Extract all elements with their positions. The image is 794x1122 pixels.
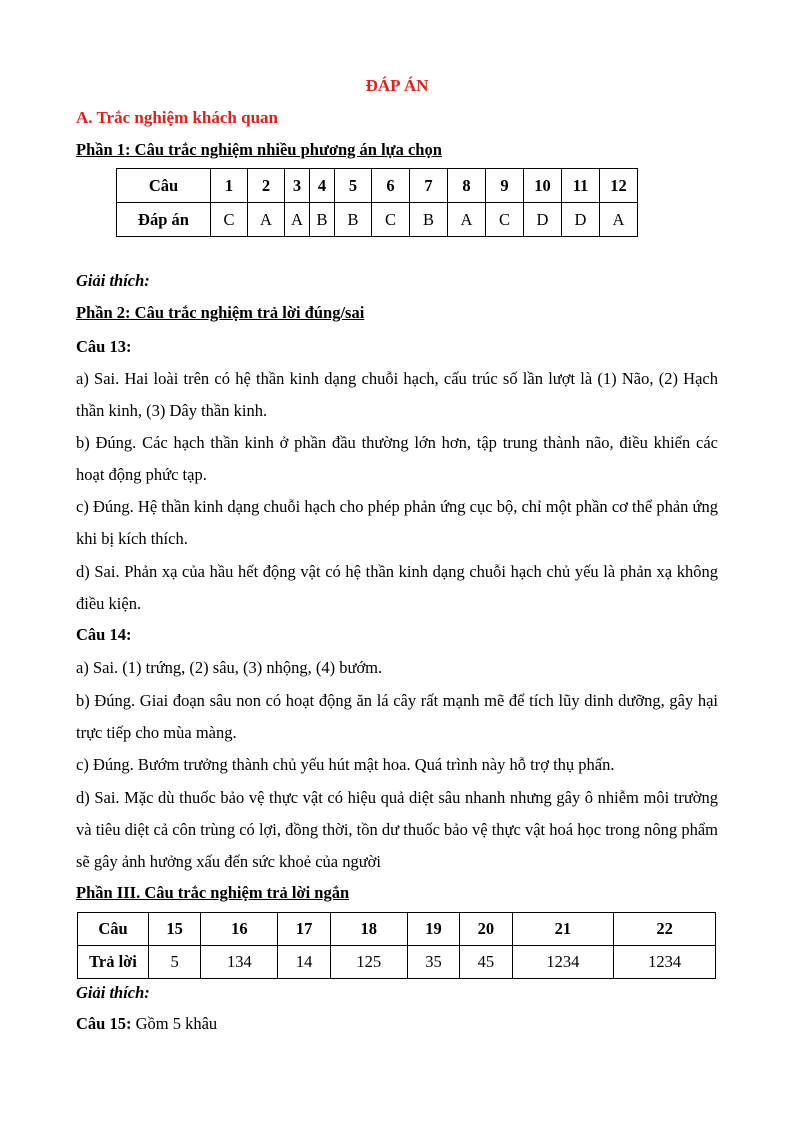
section-a-heading: A. Trắc nghiệm khách quan [76, 108, 278, 127]
answer-cell: 45 [460, 946, 512, 979]
question-number: 20 [460, 913, 512, 946]
answer-cell: B [410, 203, 448, 237]
question-number: 12 [600, 169, 638, 203]
answer-cell: 1234 [614, 946, 716, 979]
question-number: 3 [285, 169, 310, 203]
q14-statement-d: d) Sai. Mặc dù thuốc bảo vệ thực vật có hiệu quả diệt sâu nhanh nhưng gây ô nhiễm môi trường và tiêu diệt cả côn trùng có lợi, đồng thời, tồn dư thuốc bảo vệ thực vật hoá học trong nông phẩm sẽ gây ảnh hưởng xấu đến sức khoẻ của người [76, 788, 718, 871]
question-13-label: Câu 13: [76, 337, 132, 356]
question-number: 7 [410, 169, 448, 203]
question-15-label: Câu 15: [76, 1014, 132, 1033]
page-title: ĐÁP ÁN [365, 76, 429, 95]
q13-statement-a: a) Sai. Hai loài trên có hệ thần kinh dạng chuỗi hạch, cấu trúc số lần lượt là (1) Não, (2) Hạch thần kinh, (3) Dây thần kinh. [76, 369, 718, 420]
question-15 [76, 1014, 217, 1034]
part3-answer-table [77, 912, 716, 979]
answer-cell: 134 [201, 946, 278, 979]
question-number: 21 [512, 913, 614, 946]
answer-cell: 1234 [512, 946, 614, 979]
question-number: 4 [310, 169, 335, 203]
question-number: 9 [486, 169, 524, 203]
answer-cell: 35 [407, 946, 459, 979]
q14-statement-c: c) Đúng. Bướm trưởng thành chủ yếu hút mật hoa. Quá trình này hỗ trợ thụ phấn. [76, 755, 615, 774]
answer-cell: 5 [149, 946, 201, 979]
table-row [117, 169, 638, 203]
table-header-cell: Câu [117, 169, 211, 203]
question-number: 15 [149, 913, 201, 946]
q14-statement-a: a) Sai. (1) trứng, (2) sâu, (3) nhộng, (4) bướm. [76, 658, 383, 677]
q13-statement-c: c) Đúng. Hệ thần kinh dạng chuỗi hạch cho phép phản ứng cục bộ, chỉ một phần cơ thể phản ứng khi bị kích thích. [76, 497, 718, 548]
explanation-label: Giải thích: [76, 271, 150, 290]
question-number: 16 [201, 913, 278, 946]
table-header-cell: Câu [78, 913, 149, 946]
question-number: 1 [211, 169, 248, 203]
answer-cell: C [211, 203, 248, 237]
explanation-label: Giải thích: [76, 983, 150, 1002]
question-14-label: Câu 14: [76, 625, 132, 644]
answer-cell: A [448, 203, 486, 237]
answer-cell: A [600, 203, 638, 237]
table-header-cell: Trả lời [78, 946, 149, 979]
question-number: 11 [562, 169, 600, 203]
part1-heading: Phần 1: Câu trắc nghiệm nhiều phương án lựa chọn [76, 140, 442, 159]
table-row [117, 203, 638, 237]
answer-cell: C [372, 203, 410, 237]
question-number: 19 [407, 913, 459, 946]
answer-cell: D [524, 203, 562, 237]
table-row [78, 913, 716, 946]
answer-cell: 125 [330, 946, 407, 979]
part3-heading: Phần III. Câu trắc nghiệm trả lời ngắn [76, 883, 350, 902]
answer-cell: A [285, 203, 310, 237]
answer-cell: C [486, 203, 524, 237]
question-15-text: Gồm 5 khâu [131, 1014, 218, 1033]
answer-cell: A [248, 203, 285, 237]
part1-answer-table [116, 168, 638, 237]
question-number: 5 [335, 169, 372, 203]
part2-heading: Phần 2: Câu trắc nghiệm trả lời đúng/sai [76, 303, 365, 322]
answer-cell: B [335, 203, 372, 237]
q13-statement-d: d) Sai. Phản xạ của hầu hết động vật có hệ thần kinh dạng chuỗi hạch chủ yếu là phản xạ không điều kiện. [76, 562, 718, 613]
q13-statement-b: b) Đúng. Các hạch thần kinh ở phần đầu thường lớn hơn, tập trung thành não, điều khiển các hoạt động phức tạp. [76, 433, 718, 484]
q14-statement-b: b) Đúng. Giai đoạn sâu non có hoạt động ăn lá cây rất mạnh mẽ để tích lũy dinh dưỡng, gây hại trực tiếp cho mùa màng. [76, 691, 718, 742]
answer-cell: B [310, 203, 335, 237]
question-number: 18 [330, 913, 407, 946]
question-number: 8 [448, 169, 486, 203]
table-header-cell: Đáp án [117, 203, 211, 237]
answer-cell: 14 [278, 946, 330, 979]
answer-cell: D [562, 203, 600, 237]
question-number: 2 [248, 169, 285, 203]
question-number: 22 [614, 913, 716, 946]
question-number: 6 [372, 169, 410, 203]
question-number: 17 [278, 913, 330, 946]
question-number: 10 [524, 169, 562, 203]
table-row [78, 946, 716, 979]
